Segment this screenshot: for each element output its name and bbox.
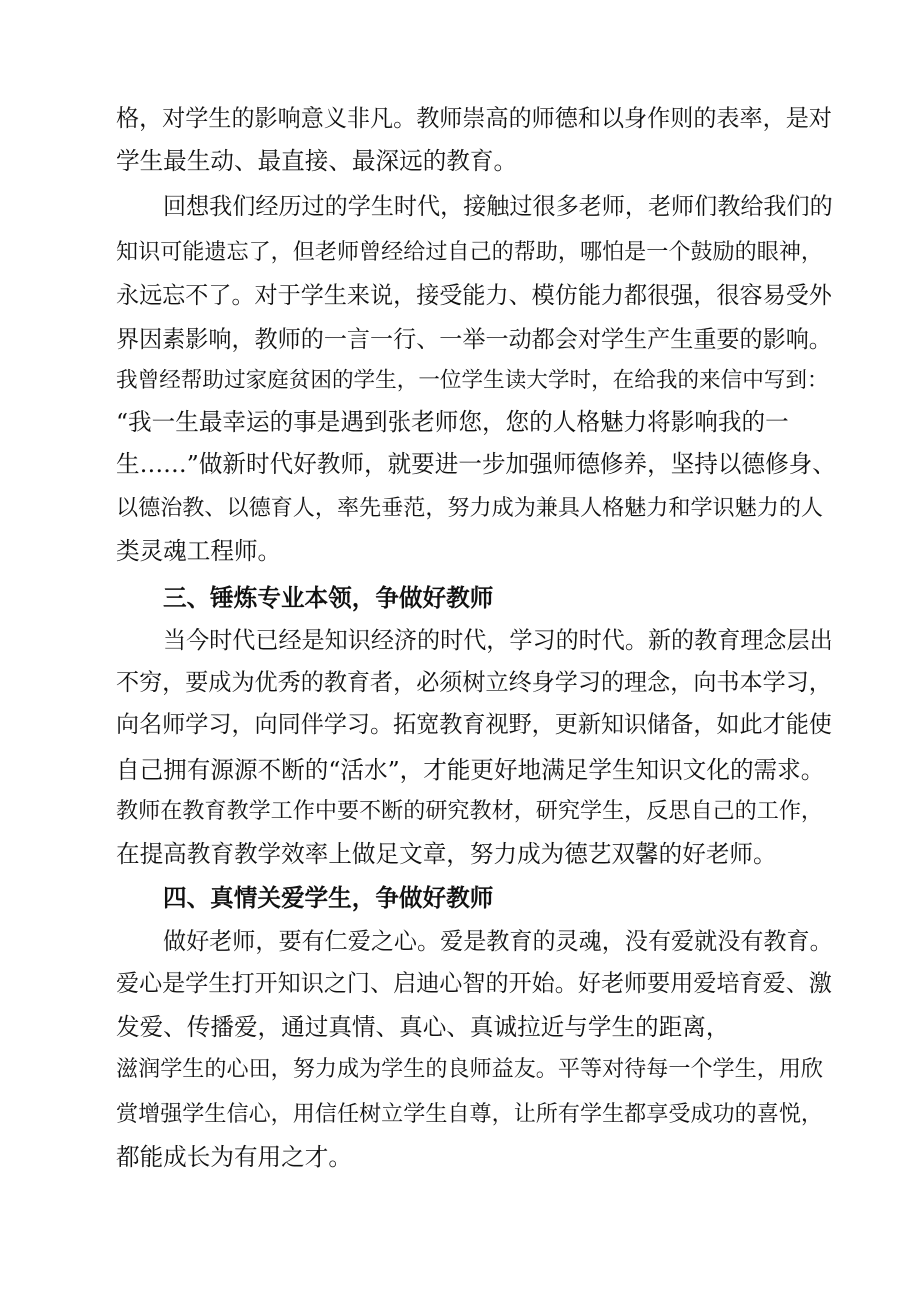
section-heading: 四、真情关爱学生，争做好教师 [163, 884, 494, 912]
section-heading: 三、锤炼专业本领，争做好教师 [163, 584, 494, 612]
text-line: 滋润学生的心田，努力成为学生的良师益友。平等对待每一个学生，用欣 [116, 1056, 824, 1082]
text-line: 永远忘不了。对于学生来说，接受能力、模仿能力都很强，很容易受外 [116, 283, 832, 309]
text-line: 界因素影响，教师的一言一行、一举一动都会对学生产生重要的影响。 [116, 327, 832, 353]
text-line: 我曾经帮助过家庭贫困的学生，一位学生读大学时，在给我的来信中写到： [116, 368, 829, 393]
text-line: 在提高教育教学效率上做足文章，努力成为德艺双馨的好老师。 [116, 840, 777, 868]
text-line: 爱心是学生打开知识之门、启迪心智的开始。好老师要用爱培育爱、激 [116, 971, 832, 997]
text-line: 教师在教育教学工作中要不断的研究教材，研究学生，反思自己的工作， [116, 798, 824, 824]
text-line: 赏增强学生信心，用信任树立学生自尊，让所有学生都享受成功的喜悦， [116, 1101, 824, 1127]
text-line: 格，对学生的影响意义非凡。教师崇高的师德和以身作则的表率，是对 [116, 106, 832, 132]
text-line: 自己拥有源源不断的“活水”，才能更好地满足学生知识文化的需求。 [116, 756, 825, 784]
text-line: 知识可能遗忘了，但老师曾经给过自己的帮助，哪怕是一个鼓励的眼神， [116, 239, 824, 265]
text-line: 都能成长为有用之才。 [116, 1143, 352, 1171]
text-line: 不穷，要成为优秀的教育者，必须树立终身学习的理念，向书本学习， [116, 670, 832, 696]
text-line: 回想我们经历过的学生时代，接触过很多老师，老师们教给我们的 [163, 194, 833, 220]
text-line: 学生最生动、最直接、最深远的教育。 [116, 147, 518, 175]
text-line: 发爱、传播爱，通过真情、真心、真诚拉近与学生的距离， [116, 1013, 730, 1041]
text-line: 以德治教、以德育人，率先垂范，努力成为兼具人格魅力和学识魅力的人 [116, 495, 824, 521]
text-line: 向名师学习，向同伴学习。拓宽教育视野，更新知识储备，如此才能使 [116, 712, 832, 738]
text-line: “我一生最幸运的事是遇到张老师您，您的人格魅力将影响我的一 [116, 408, 789, 436]
text-line: 类灵魂工程师。 [116, 537, 282, 565]
text-line: 当今时代已经是知识经济的时代，学习的时代。新的教育理念层出 [163, 628, 833, 654]
text-line: 做好老师，要有仁爱之心。爱是教育的灵魂，没有爱就没有教育。 [163, 929, 833, 955]
text-line: 生……”做新时代好教师，就要进一步加强师德修养，坚持以德修身、 [116, 450, 836, 478]
